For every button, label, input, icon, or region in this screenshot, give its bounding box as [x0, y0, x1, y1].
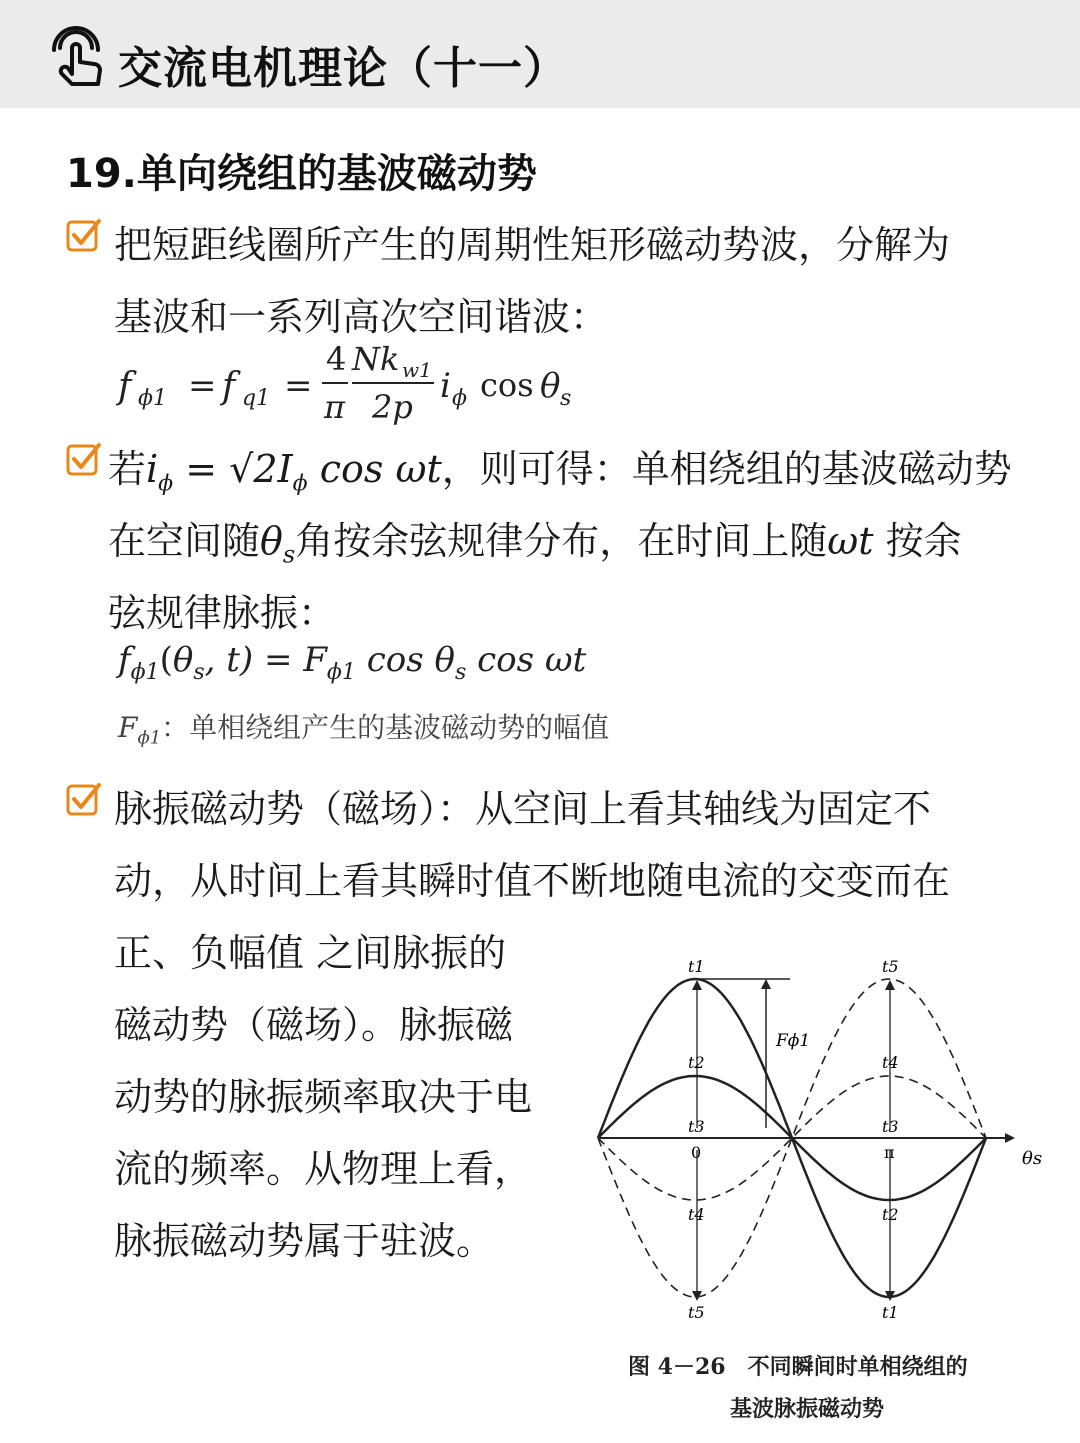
bullet1-line2: 基波和一系列高次空间谐波：	[114, 295, 609, 339]
bullet3-line1: 脉振磁动势（磁场）：从空间上看其轴线为固定不	[114, 787, 932, 831]
checkbox-icon	[66, 442, 102, 478]
label-t1: t1	[882, 1303, 899, 1322]
bullet2-line1: 若$i_\phi = √2I_\phi$ cos ωt，则可得：单相绕组的基波磁动势	[108, 447, 1012, 497]
bullet3-line4: 磁动势（磁场）。脉振磁	[114, 1003, 514, 1047]
bullet3-line6: 流的频率。从物理上看，	[114, 1147, 533, 1191]
page-title: 交流电机理论（十一）	[118, 43, 568, 94]
header-bar	[0, 0, 1080, 108]
pulsating-mmf-figure	[585, 945, 1055, 1335]
checkbox-icon	[66, 218, 102, 254]
figure-caption-line1: 图 4－26 不同瞬间时单相绕组的	[628, 1354, 968, 1380]
bullet3-line2: 动，从时间上看其瞬时值不断地随电流的交变而在	[114, 859, 951, 903]
label-theta-axis: θs	[1022, 1148, 1043, 1169]
bullet3-line3: 正、负幅值 之间脉振的	[114, 931, 507, 975]
formula-fundamental: f ϕ1 = f q1 = 4 π Nk w1 2p i ϕ cos θ s	[118, 340, 572, 426]
amplitude-note: $F_{\phi 1}$：单相绕组产生的基波磁动势的幅值	[118, 711, 610, 749]
bullet3-line7: 脉振磁动势属于驻波。	[114, 1219, 495, 1263]
bullet3-line5: 动势的脉振频率取决于电	[114, 1075, 533, 1119]
formula-pulsating: $f_{\phi 1}(\theta_s$, $t) = F_{\phi 1}$ $\cos \theta_s$ cos ωt	[118, 640, 587, 685]
label-t4: t4	[882, 1053, 899, 1072]
label-pi: π	[884, 1143, 895, 1162]
bullet1-line1: 把短距线圈所产生的周期性矩形磁动势波，分解为	[114, 223, 951, 267]
label-t3: t3	[688, 1117, 705, 1136]
label-t5: t5	[882, 957, 899, 976]
label-zero: 0	[691, 1143, 702, 1162]
label-t3: t3	[882, 1117, 899, 1136]
label-t1: t1	[688, 957, 705, 976]
bullet2-line3: 弦规律脉振：	[108, 591, 337, 635]
label-amplitude: Fϕ1	[776, 1031, 811, 1051]
checkbox-icon	[66, 782, 102, 818]
figure-caption-line2: 基波脉振磁动势	[730, 1396, 885, 1422]
label-t2: t2	[688, 1053, 705, 1072]
label-t2: t2	[882, 1205, 899, 1224]
touch-hand-icon	[50, 26, 106, 88]
bullet2-line2: 在空间随$\theta_s$角按余弦规律分布，在时间上随ωt 按余	[108, 519, 962, 569]
label-t5: t5	[688, 1303, 705, 1322]
label-t4: t4	[688, 1205, 705, 1224]
section-title: 19.单向绕组的基波磁动势	[66, 151, 537, 197]
